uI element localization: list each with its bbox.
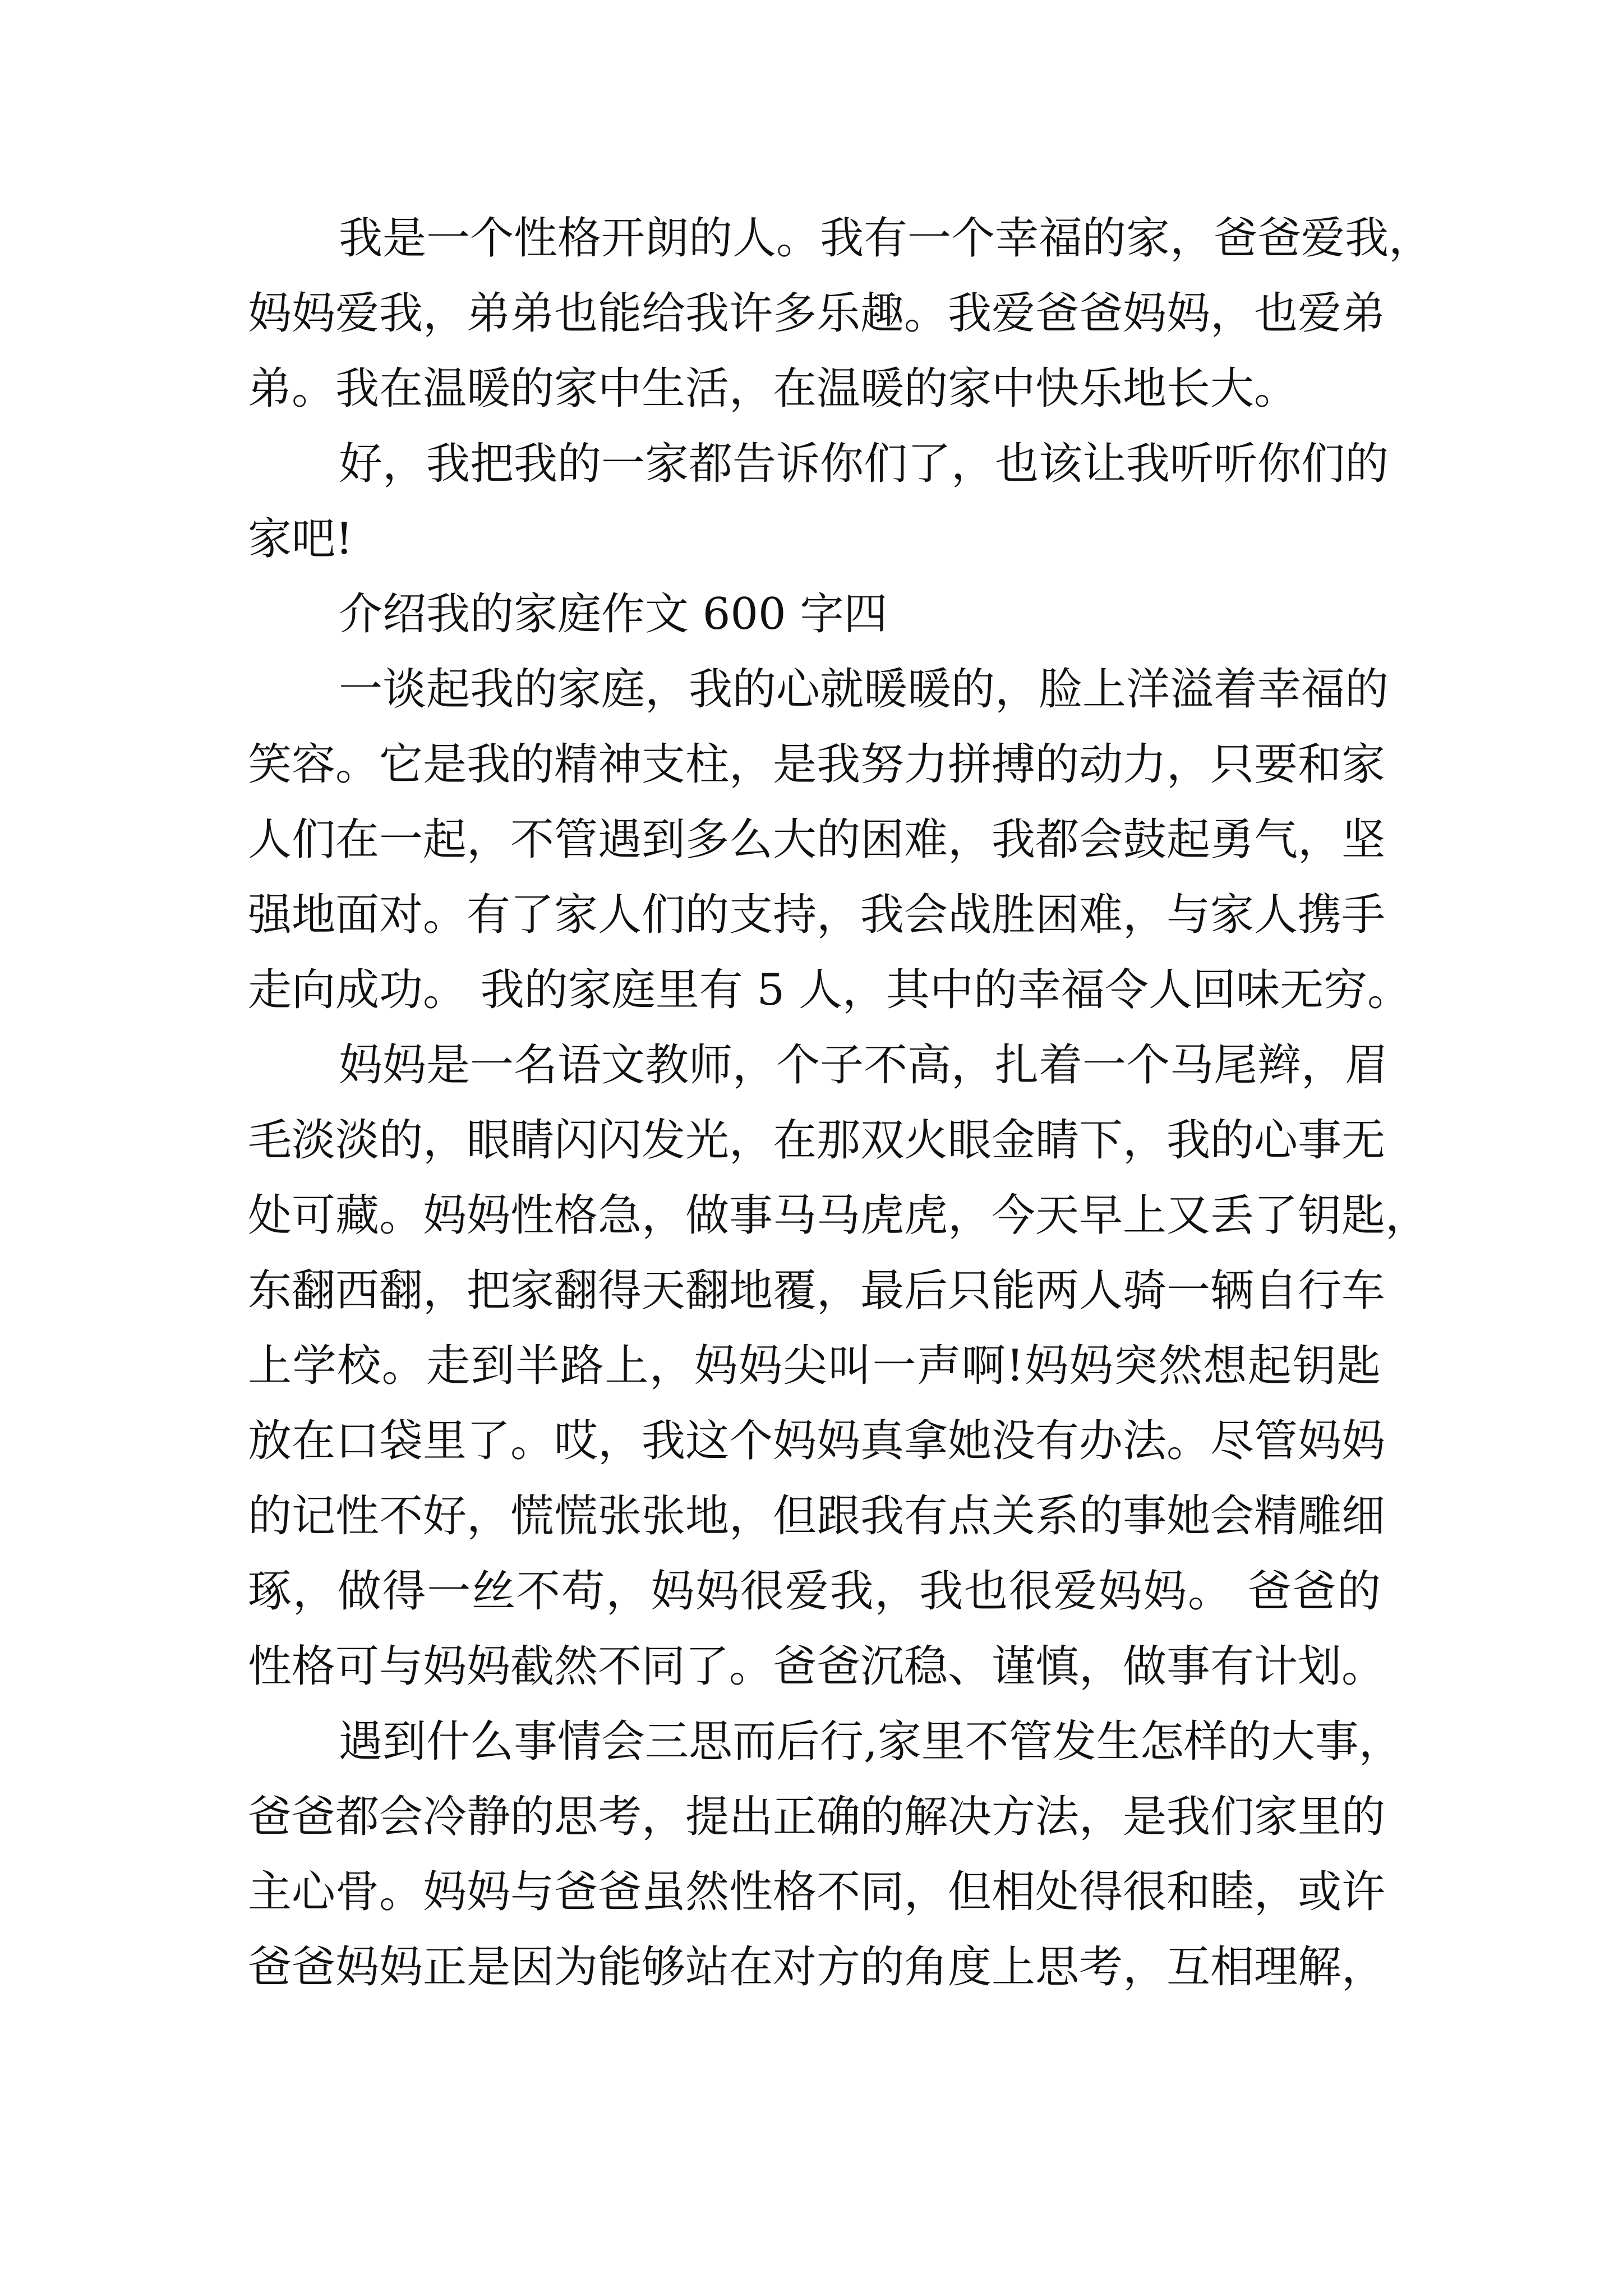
- text-line: 我是一个性格开朗的人。我有一个幸福的家，爸爸爱我，: [339, 213, 1433, 264]
- text-line: 性格可与妈妈截然不同了。爸爸沉稳、谨慎，做事有计划。: [248, 1641, 1386, 1692]
- text-line: 毛淡淡的，眼睛闪闪发光，在那双火眼金睛下，我的心事无: [248, 1115, 1386, 1166]
- text-line: 走向成功。 我的家庭里有 5 人，其中的幸福令人回味无穷。: [248, 965, 1412, 1015]
- text-line: 放在口袋里了。哎，我这个妈妈真拿她没有办法。尽管妈妈: [248, 1416, 1386, 1466]
- text-line: 一谈起我的家庭，我的心就暖暖的，脸上洋溢着幸福的: [339, 664, 1389, 715]
- text-line: 主心骨。妈妈与爸爸虽然性格不同，但相处得很和睦，或许: [248, 1867, 1386, 1917]
- text-line: 爸爸都会冷静的思考，提出正确的解决方法，是我们家里的: [248, 1792, 1386, 1842]
- text-line: 妈妈是一名语文教师，个子不高，扎着一个马尾辫，眉: [339, 1040, 1389, 1091]
- essay-body: [248, 201, 1433, 2005]
- text-line: 妈妈爱我，弟弟也能给我许多乐趣。我爱爸爸妈妈，也爱弟: [248, 288, 1386, 339]
- text-line: 好，我把我的一家都告诉你们了，也该让我听听你们的: [339, 439, 1389, 489]
- text-line: 的记性不好，慌慌张张地，但跟我有点关系的事她会精雕细: [248, 1491, 1386, 1542]
- text-line: 家吧!: [248, 514, 353, 564]
- text-line: 爸爸妈妈正是因为能够站在对方的角度上思考，互相理解，: [248, 1942, 1386, 1993]
- text-line: 处可藏。妈妈性格急，做事马马虎虎，今天早上又丢了钥匙，: [248, 1190, 1430, 1241]
- text-line: 强地面对。有了家人们的支持，我会战胜困难，与家人携手: [248, 890, 1386, 940]
- text-line: 东翻西翻，把家翻得天翻地覆，最后只能两人骑一辆自行车: [248, 1266, 1386, 1316]
- text-line: 遇到什么事情会三思而后行,家里不管发生怎样的大事，: [339, 1717, 1403, 1767]
- section-heading: 介绍我的家庭作文 600 字四: [339, 589, 888, 639]
- text-line: 上学校。走到半路上，妈妈尖叫一声啊!妈妈突然想起钥匙: [248, 1341, 1381, 1391]
- text-line: 琢，做得一丝不苟，妈妈很爱我，我也很爱妈妈。 爸爸的: [248, 1566, 1381, 1617]
- text-line: 弟。我在温暖的家中生活，在温暖的家中快乐地长大。: [248, 364, 1298, 414]
- text-line: 笑容。它是我的精神支柱，是我努力拼搏的动力，只要和家: [248, 739, 1386, 790]
- text-line: 人们在一起，不管遇到多么大的困难，我都会鼓起勇气，坚: [248, 815, 1386, 865]
